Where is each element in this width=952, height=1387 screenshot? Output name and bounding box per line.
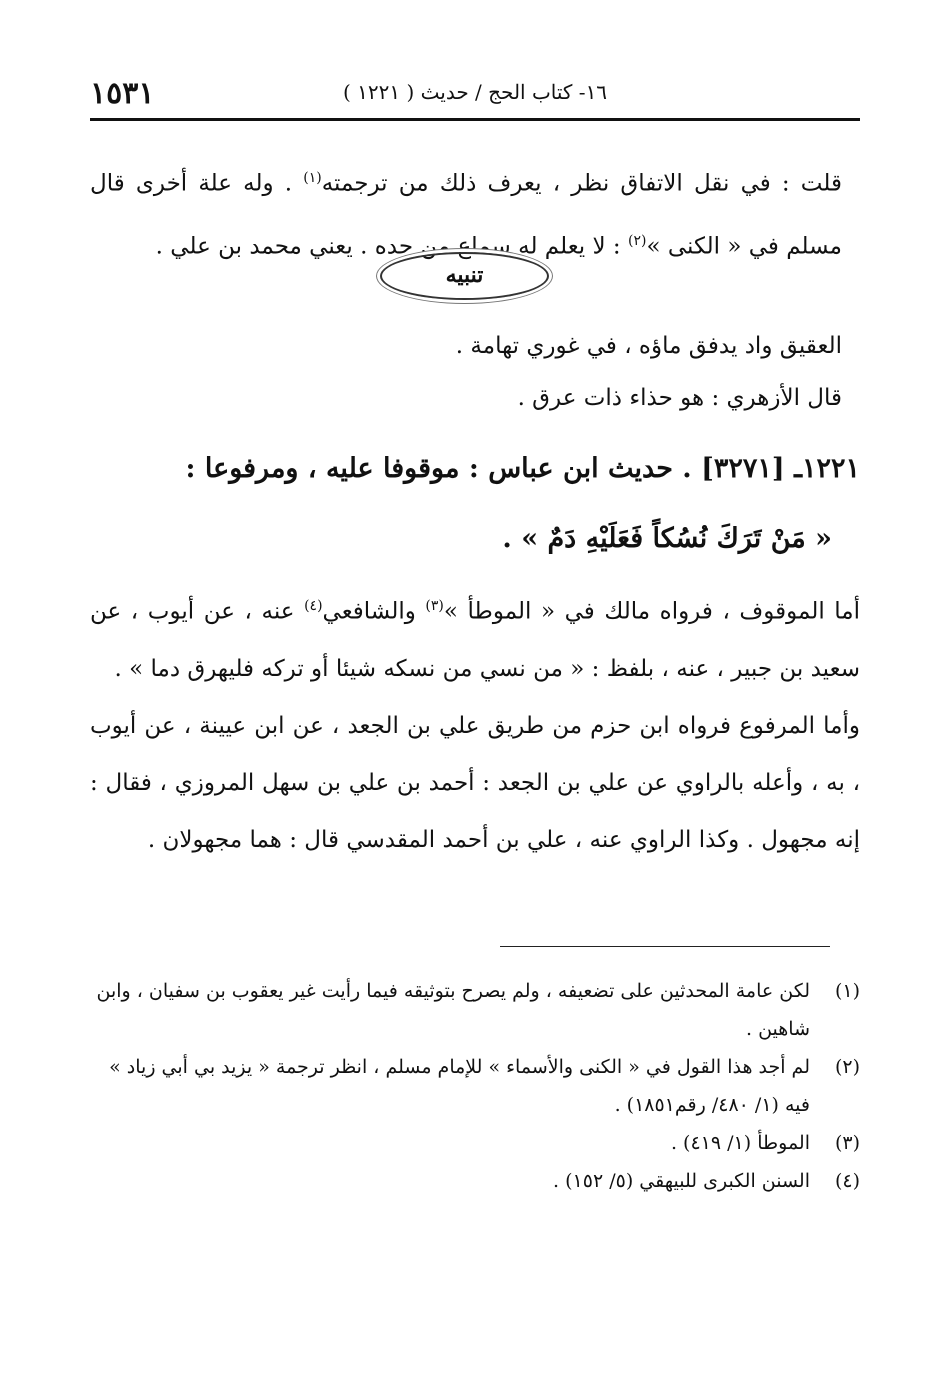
footnote — [90, 972, 860, 1048]
paragraph-text: عنه ، عن أيوب ، عن سعيد بن جبير ، عنه ، بلفظ : « من نسي من نسكه شيئا أو تركه فليهرق دما » . — [90, 598, 860, 682]
footnote-number: (٢) — [834, 1056, 860, 1078]
footnote-text: لكن عامة المحدثين على تضعيفه ، ولم يصرح بتوثيقه فيما رأيت غير يعقوب بن سفيان ، وابن شاهين . — [96, 980, 810, 1040]
footnote-text: لم أجد هذا القول في « الكنى والأسماء » للإمام مسلم ، انظر ترجمة « يزيد بي أبي زياد » فيه (١/ ٤٨٠/ رقم١٨٥١) . — [109, 1056, 810, 1116]
paragraph-sources — [90, 578, 860, 869]
footnote-ref[interactable]: (٣) — [425, 598, 444, 614]
paragraph-aqiq: العقيق واد يدفق ماؤه ، في غوري تهامة . — [455, 333, 842, 359]
paragraph-marfu: وأما المرفوع فرواه ابن حزم من طريق علي بن الجعد ، عن ابن عيينة ، عن أيوب ، به ، وأعله بالراوي عن علي بن الجعد : أحمد بن علي بن سهل المروزي ، فقال : إنه مجهول . وكذا الراوي عنه ، علي بن أحمد المقدسي قال : هما مجهولان . — [90, 712, 860, 853]
footnote-number: (٤) — [834, 1170, 860, 1192]
running-title: ١٦- كتاب الحج / حديث ( ١٢٢١ ) — [342, 80, 608, 104]
paragraph-text: : لا يعلم له سماع من جده . يعني محمد بن علي . — [155, 233, 628, 260]
footnote-number: (١) — [834, 980, 860, 1002]
footnote — [90, 1162, 860, 1200]
paragraph-text: والشافعي — [322, 598, 426, 625]
footnote-ref[interactable]: (١) — [303, 170, 322, 186]
footnote — [90, 1124, 860, 1162]
footnote-text: السنن الكبرى للبيهقي (٥/ ١٥٢) . — [553, 1170, 810, 1192]
hadith-heading: ١٢٢١ـ [٣٢٧١] . حديث ابن عباس : موقوفا عليه ، ومرفوعا : — [185, 453, 860, 484]
footnote-ref[interactable]: (٢) — [628, 232, 647, 249]
paragraph-azhari: قال الأزهري : هو حذاء ذات عرق . — [517, 385, 842, 411]
paragraph-text: أما الموقوف ، فرواه مالك في « الموطأ » — [443, 598, 861, 625]
footnote-rule — [500, 946, 830, 947]
page-header — [90, 76, 860, 116]
hadith-text: « مَنْ تَرَكَ نُسُكاً فَعَلَيْهِ دَمٌ » . — [502, 523, 832, 554]
footnote-number: (٣) — [834, 1132, 860, 1154]
paragraph-text: قلت : في نقل الاتفاق نظر ، يعرف ذلك من ترجمته — [321, 170, 842, 197]
footnote — [90, 1048, 860, 1124]
page-number: ١٥٣١ — [90, 76, 155, 111]
note-badge: تنبيه — [380, 252, 549, 300]
footnote-text: الموطأ (١/ ٤١٩) . — [670, 1132, 810, 1154]
footnotes — [90, 972, 860, 1200]
footnote-ref[interactable]: (٤) — [304, 598, 323, 614]
header-rule — [90, 118, 860, 121]
paragraph-text: . وله علة أخرى قال مسلم في « الكنى » — [90, 170, 842, 260]
